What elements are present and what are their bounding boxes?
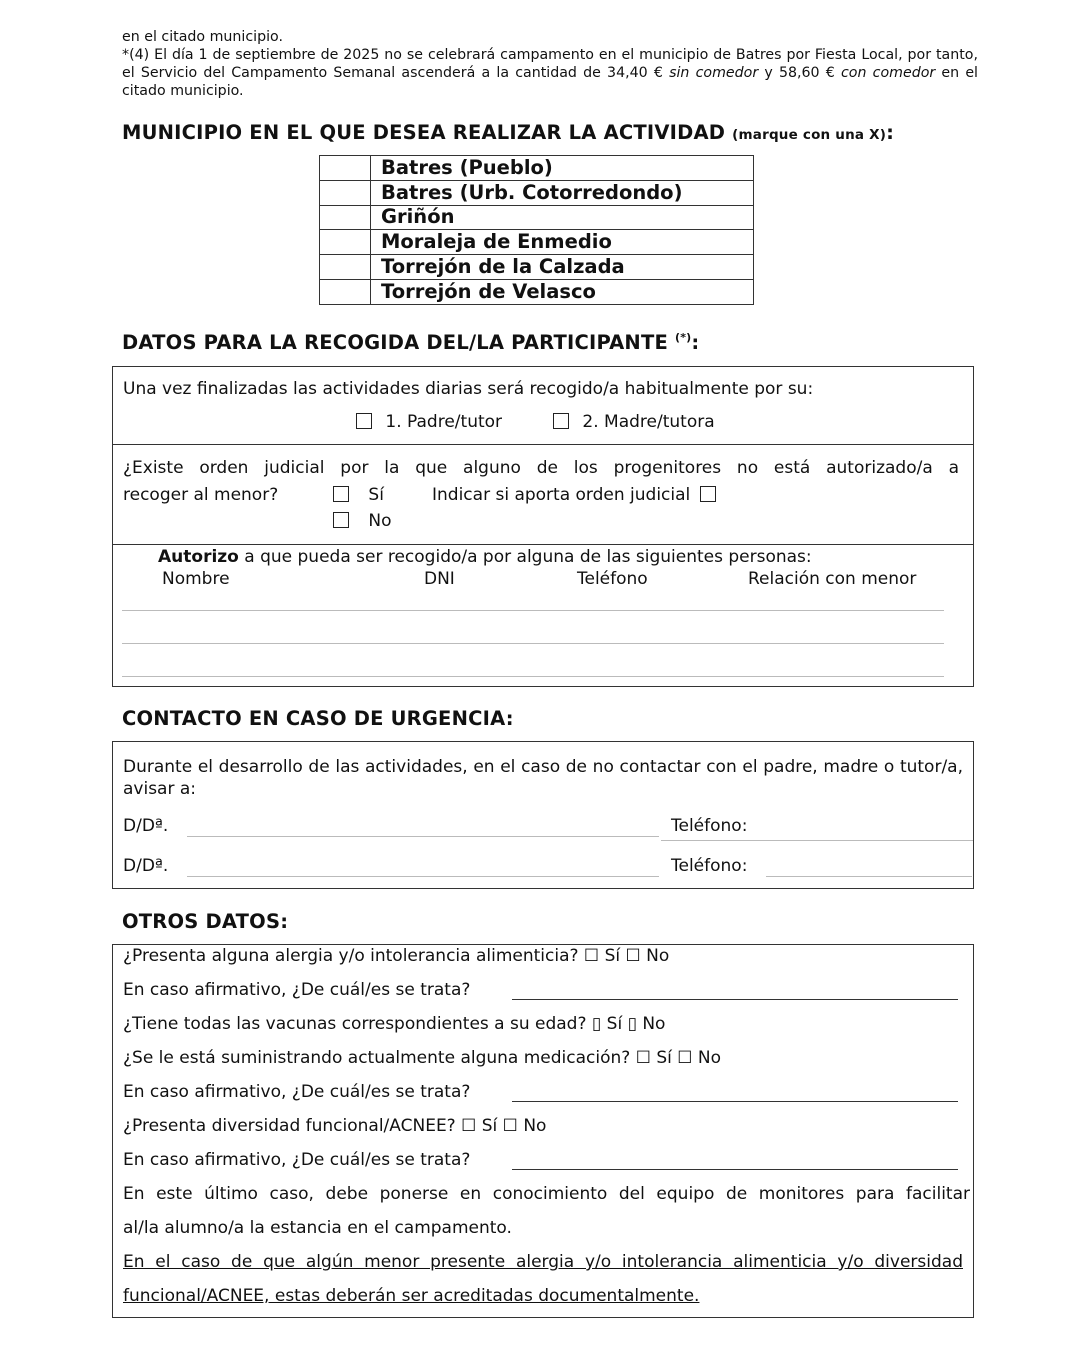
municipio-checkbox[interactable] (320, 230, 371, 255)
autorizo-rest: a que pueda ser recogido/a por alguna de las siguientes personas: (238, 547, 812, 567)
contact2-label: D/Dª. (123, 856, 169, 876)
col-dni: DNI (424, 569, 455, 589)
diversidad-detail-field[interactable] (512, 1169, 958, 1170)
madre-option (553, 412, 715, 432)
municipio-label: Batres (Urb. Cotorredondo) (371, 180, 754, 205)
col-relacion: Relación con menor (748, 569, 917, 589)
municipio-checkbox[interactable] (320, 156, 371, 181)
divider (112, 544, 974, 545)
municipio-checkbox[interactable] (320, 255, 371, 280)
municipio-row (320, 279, 754, 304)
autorizo-text (158, 547, 812, 567)
person-line[interactable] (122, 610, 944, 611)
alergia-detail-label: En caso afirmativo, ¿De cuál/es se trata? (123, 980, 471, 1000)
vacunas-question: ¿Tiene todas las vacunas correspondientes a su edad? ▯ Sí ▯ No (123, 1014, 666, 1034)
municipio-label: Moraleja de Enmedio (371, 230, 754, 255)
municipio-row (320, 180, 754, 205)
alergia-detail-field[interactable] (512, 999, 958, 1000)
padre-option (356, 412, 502, 432)
medicacion-detail-field[interactable] (512, 1101, 958, 1102)
contact1-tel-label: Teléfono: (671, 816, 748, 836)
medicacion-detail-label: En caso afirmativo, ¿De cuál/es se trata? (123, 1082, 471, 1102)
alergia-question: ¿Presenta alguna alergia y/o intolerancia alimenticia? ☐ Sí ☐ No (123, 946, 670, 966)
contact2-tel-label: Teléfono: (671, 856, 748, 876)
municipio-row (320, 156, 754, 181)
municipio-title (122, 121, 894, 144)
intro-notes (122, 28, 978, 100)
recogida-title-sup: (*) (674, 331, 692, 344)
municipio-title-hint: (marque con una X) (732, 127, 887, 143)
padre-label: 1. Padre/tutor (385, 412, 503, 432)
contact1-label: D/Dª. (123, 816, 169, 836)
orden-si-option (333, 485, 384, 505)
orden-si-checkbox[interactable] (333, 486, 349, 502)
urgencia-title: CONTACTO EN CASO DE URGENCIA: (122, 707, 514, 730)
recogida-title (122, 331, 699, 354)
madre-checkbox[interactable] (553, 413, 569, 429)
padre-checkbox[interactable] (356, 413, 372, 429)
note-text-end: en el citado municipio. (122, 65, 979, 99)
note-sin-comedor: sin comedor (669, 65, 759, 81)
autorizo-bold: Autorizo (158, 547, 239, 567)
recogida-box (112, 366, 974, 687)
nota-acreditacion: En el caso de que algún menor presente alergia y/o intolerancia alimenticia y/o diversidad (123, 1252, 963, 1272)
note-text: *(4) El día 1 de septiembre de 2025 no se celebrará campamento en el municipio de Batres por Fiesta Local, por tanto, el Servicio del Campamento Semanal ascenderá a la cantidad de 34,40 € (122, 47, 978, 81)
nota-monitores-cont: al/la alumno/a la estancia en el campamento. (123, 1218, 512, 1238)
contact2-tel-field[interactable] (766, 876, 972, 877)
orden-question: ¿Existe orden judicial por la que alguno de los progenitores no está autorizado/a a (123, 458, 959, 478)
orden-no-label: No (368, 511, 392, 531)
municipio-title-text: MUNICIPIO EN EL QUE DESEA REALIZAR LA ACTIVIDAD (122, 121, 733, 144)
municipio-row (320, 255, 754, 280)
nota-acreditacion-cont: funcional/ACNEE, estas deberán ser acreditadas documentalmente. (123, 1286, 700, 1306)
aporta-orden (432, 485, 716, 505)
intro-note (122, 46, 978, 100)
municipio-checkbox[interactable] (320, 279, 371, 304)
intro-line: en el citado municipio. (122, 29, 283, 45)
note-text-y: y 58,60 € (758, 65, 841, 81)
orden-question-cont: recoger al menor? (123, 485, 279, 505)
aporta-checkbox[interactable] (700, 486, 716, 502)
col-nombre: Nombre (162, 569, 230, 589)
col-telefono: Teléfono (577, 569, 648, 589)
contact2-name-field[interactable] (187, 876, 659, 877)
note-con-comedor: con comedor (841, 65, 936, 81)
municipio-label: Griñón (371, 205, 754, 230)
madre-label: 2. Madre/tutora (582, 412, 715, 432)
municipio-row (320, 230, 754, 255)
person-line[interactable] (122, 676, 944, 677)
contact1-tel-field[interactable] (661, 840, 973, 841)
contact1-name-field[interactable] (187, 836, 659, 837)
municipio-checkbox[interactable] (320, 180, 371, 205)
diversidad-question: ¿Presenta diversidad funcional/ACNEE? ☐ Sí ☐ No (123, 1116, 547, 1136)
municipio-label: Batres (Pueblo) (371, 156, 754, 181)
aporta-label: Indicar si aporta orden judicial (432, 485, 691, 505)
recogida-title-text: DATOS PARA LA RECOGIDA DEL/LA PARTICIPANTE (122, 331, 675, 354)
municipio-table (319, 155, 754, 305)
divider (112, 444, 974, 445)
recogida-question: Una vez finalizadas las actividades diarias será recogido/a habitualmente por su: (123, 379, 814, 399)
medicacion-question: ¿Se le está suministrando actualmente alguna medicación? ☐ Sí ☐ No (123, 1048, 722, 1068)
municipio-label: Torrejón de Velasco (371, 279, 754, 304)
nota-monitores: En este último caso, debe ponerse en conocimiento del equipo de monitores para facilitar (123, 1184, 970, 1204)
otros-title: OTROS DATOS: (122, 910, 289, 933)
diversidad-detail-label: En caso afirmativo, ¿De cuál/es se trata? (123, 1150, 471, 1170)
urgencia-text: Durante el desarrollo de las actividades, en el caso de no contactar con el padre, madre o tutor/a, avisar a: (123, 757, 963, 799)
municipio-title-colon: : (886, 121, 895, 144)
person-line[interactable] (122, 643, 944, 644)
orden-no-checkbox[interactable] (333, 512, 349, 528)
orden-si-label: Sí (368, 485, 384, 505)
municipio-label: Torrejón de la Calzada (371, 255, 754, 280)
municipio-checkbox[interactable] (320, 205, 371, 230)
municipio-row (320, 205, 754, 230)
orden-no-option (333, 511, 392, 531)
recogida-title-colon: : (691, 331, 700, 354)
